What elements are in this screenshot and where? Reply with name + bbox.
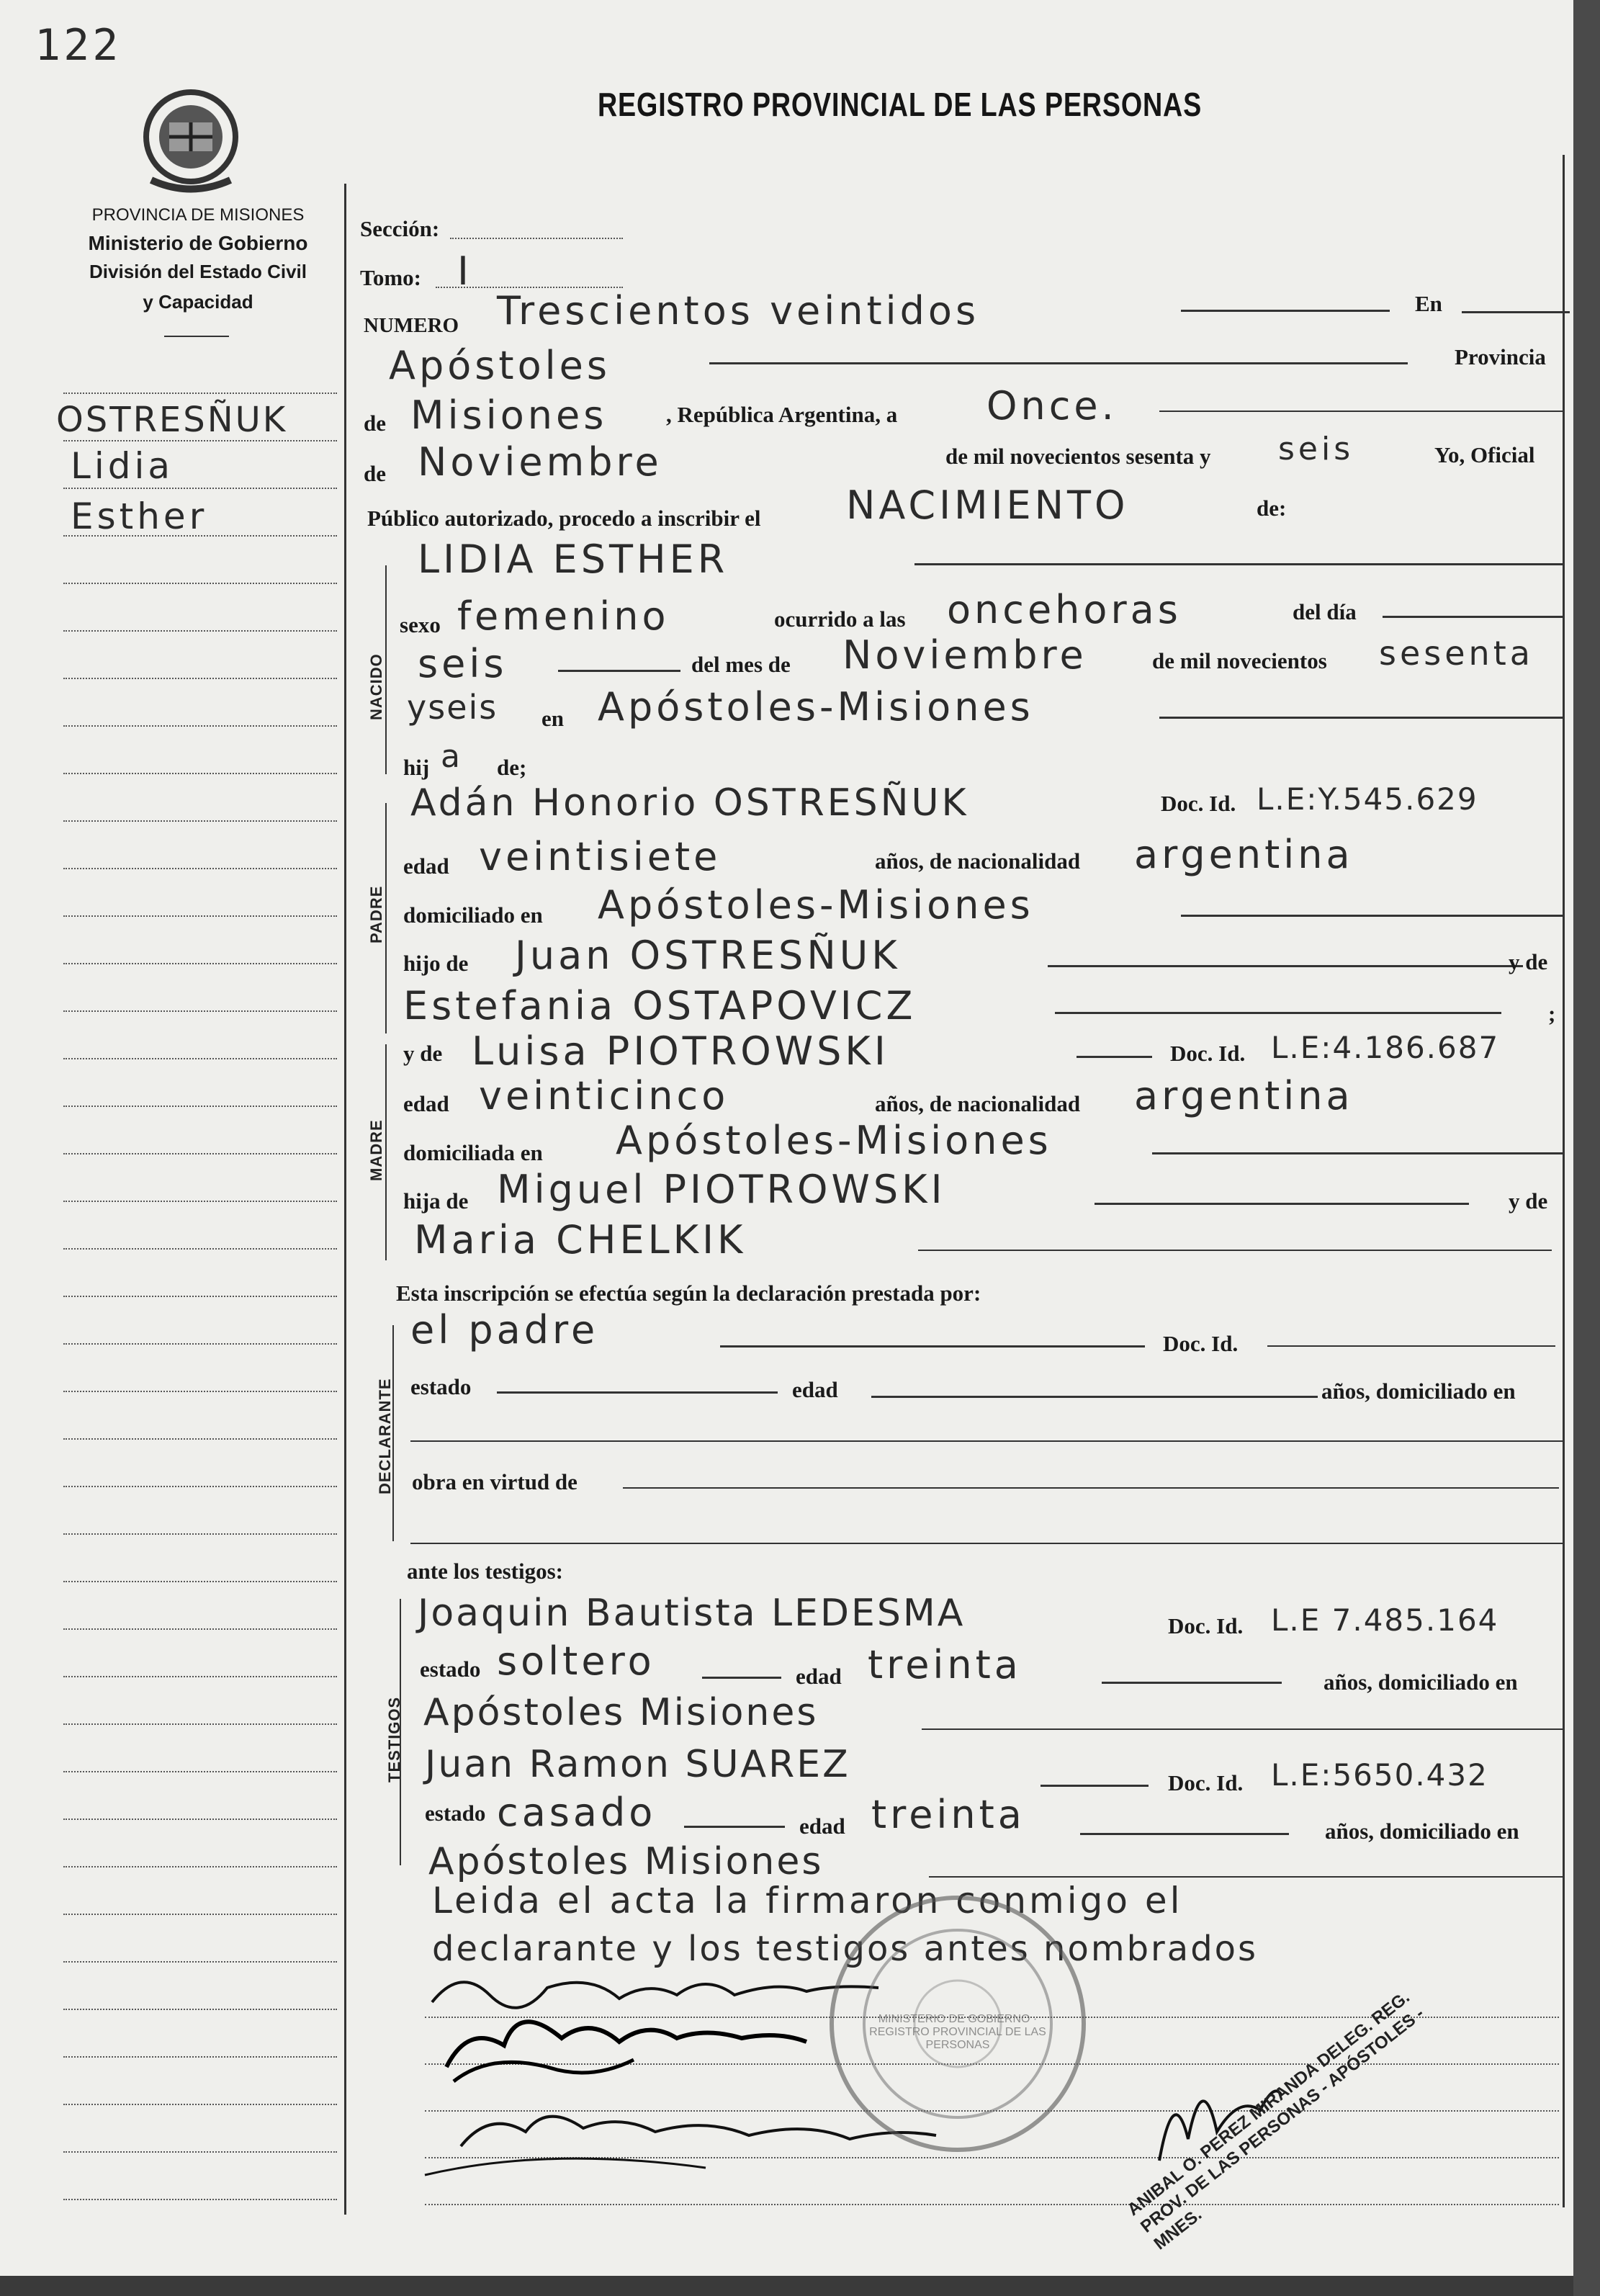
margin-ruled-line xyxy=(63,2151,337,2153)
margin-ruled-line xyxy=(63,963,337,964)
value-madre-hija-de: Miguel PIOTROWSKI xyxy=(497,1167,946,1212)
side-label-nacido: NACIDO xyxy=(367,653,385,720)
value-mes: Noviembre xyxy=(418,439,662,485)
declarante-doc-line xyxy=(1267,1345,1555,1347)
margin-ruled-line xyxy=(63,868,337,869)
value-padre-nombre: Adán Honorio OSTRESÑUK xyxy=(410,781,969,825)
value-testigo2-dom: Apóstoles Misiones xyxy=(428,1840,824,1883)
margin-ruled-line xyxy=(63,1201,337,1202)
header-rule xyxy=(164,336,229,337)
round-stamp-text: MINISTERIO DE GOBIERNO · REGISTRO PROVINCIAL DE LAS PERSONAS xyxy=(869,2013,1046,2051)
margin-ruled-line xyxy=(63,1819,337,1820)
declarante-line xyxy=(720,1345,1145,1347)
label-de-1: de xyxy=(364,411,386,436)
margin-ruled-line xyxy=(63,1058,337,1059)
label-del-mes: del mes de xyxy=(691,652,791,677)
label-numero: NUMERO xyxy=(364,314,459,337)
value-testigo1: Joaquin Bautista LEDESMA xyxy=(418,1592,966,1635)
label-yo-oficial: Yo, Oficial xyxy=(1434,442,1535,467)
margin-ruled-line xyxy=(63,820,337,822)
margin-ruled-line xyxy=(63,1248,337,1250)
label-doc-id-declarante: Doc. Id. xyxy=(1163,1331,1239,1356)
label-de-colon: de: xyxy=(1257,495,1287,521)
value-mes2: Noviembre xyxy=(842,632,1087,678)
margin-ruled-line xyxy=(63,630,337,632)
label-doc-id-padre: Doc. Id. xyxy=(1161,791,1236,816)
side-label-declarante: DECLARANTE xyxy=(376,1378,394,1494)
margin-ruled-line xyxy=(63,1533,337,1535)
margin-ruled-line xyxy=(63,1486,337,1487)
label-de-mil: de mil novecientos sesenta y xyxy=(945,444,1211,469)
seccion-dots xyxy=(450,238,623,239)
value-lugar: Apóstoles xyxy=(389,343,611,388)
margin-ruled-line xyxy=(63,2199,337,2200)
label-edad-padre: edad xyxy=(403,853,449,879)
margin-ruled-line xyxy=(63,1010,337,1012)
lugar-nac-line xyxy=(1159,717,1563,719)
label-anos-nac-padre: años, de nacionalidad xyxy=(875,848,1081,874)
margin-ruled-line xyxy=(63,1391,337,1392)
margin-ruled-line xyxy=(63,2056,337,2058)
label-domiciliada: domiciliada en xyxy=(403,1140,543,1165)
margin-ruled-line xyxy=(63,915,337,917)
nombre-line xyxy=(914,563,1563,565)
margin-ruled-line xyxy=(63,1296,337,1297)
dia3-line xyxy=(558,670,680,672)
value-testigo1-doc: L.E 7.485.164 xyxy=(1271,1602,1499,1638)
label-anos-nac-madre: años, de nacionalidad xyxy=(875,1091,1081,1116)
value-hij-suffix: a xyxy=(441,738,464,775)
label-hij: hij xyxy=(403,755,430,780)
value-anio2a: sesenta xyxy=(1379,634,1534,673)
margin-ruled-line xyxy=(63,1676,337,1677)
label-semicolon: ; xyxy=(1548,1001,1556,1026)
page-number: 122 xyxy=(35,20,122,71)
label-edad-declarante: edad xyxy=(792,1377,838,1402)
lugar-line xyxy=(709,362,1408,364)
value-dia-a: Once. xyxy=(986,383,1118,429)
label-edad-t2: edad xyxy=(799,1813,845,1839)
value-madre-nombre: Luisa PIOTROWSKI xyxy=(472,1028,889,1074)
margin-ruled-line xyxy=(63,488,337,489)
t1-edad-line xyxy=(1102,1682,1282,1684)
margin-ruled-line xyxy=(63,1106,337,1107)
label-anos-dom-t1: años, domiciliado en xyxy=(1323,1669,1518,1695)
margin-ruled-line xyxy=(63,725,337,727)
declarante-dom-line xyxy=(410,1440,1563,1442)
margin-ruled-line xyxy=(63,2104,337,2105)
obra-line-2 xyxy=(410,1543,1563,1544)
value-horas: oncehoras xyxy=(947,587,1182,632)
header-province: PROVINCIA DE MISIONES xyxy=(91,205,305,225)
value-dia: seis xyxy=(418,641,508,686)
value-madre-madre: Maria CHELKIK xyxy=(414,1217,747,1263)
t1-dom-line xyxy=(922,1728,1563,1730)
margin-ruled-line xyxy=(63,678,337,679)
madre-madre-line xyxy=(918,1250,1552,1251)
margin-name-1: Lidia xyxy=(71,445,174,487)
t2-dom-line xyxy=(929,1876,1563,1878)
value-provincia: Misiones xyxy=(410,393,608,438)
padre-dom-line xyxy=(1181,915,1563,917)
label-edad-t1: edad xyxy=(796,1664,842,1689)
label-de-2: de xyxy=(364,461,386,486)
label-sexo: sexo xyxy=(400,612,441,637)
margin-ruled-line xyxy=(63,1343,337,1345)
value-madre-doc: L.E:4.186.687 xyxy=(1271,1030,1500,1065)
value-anio2b: yseis xyxy=(407,688,498,727)
value-lugar-nac: Apóstoles-Misiones xyxy=(598,684,1034,730)
margin-ruled-line xyxy=(63,440,337,441)
value-acto: NACIMIENTO xyxy=(846,483,1129,528)
hija-de-line xyxy=(1095,1203,1469,1205)
label-estado-declarante: estado xyxy=(410,1374,472,1399)
value-padre-doc: L.E:Y.545.629 xyxy=(1257,781,1478,817)
value-padre-edad: veintisiete xyxy=(479,834,722,879)
margin-ruled-line xyxy=(63,1866,337,1867)
value-anio: seis xyxy=(1278,431,1354,467)
margin-name-2: Esther xyxy=(71,495,208,537)
right-rule xyxy=(1563,155,1565,2207)
label-seccion: Sección: xyxy=(360,216,440,241)
value-declarante: el padre xyxy=(410,1307,599,1353)
value-testigo2-doc: L.E:5650.432 xyxy=(1271,1757,1488,1793)
province-seal xyxy=(137,83,245,198)
label-de-mil-2: de mil novecientos xyxy=(1152,648,1327,673)
value-testigo2-edad: treinta xyxy=(871,1792,1025,1837)
label-provincia: Provincia xyxy=(1455,344,1546,369)
label-edad-madre: edad xyxy=(403,1091,449,1116)
value-madre-edad: veinticinco xyxy=(479,1073,729,1118)
margin-ruled-line xyxy=(63,1438,337,1440)
label-tomo: Tomo: xyxy=(360,265,421,290)
hijo-de-line xyxy=(1048,965,1523,967)
label-estado-t1: estado xyxy=(420,1656,481,1682)
lower-ruled-line xyxy=(425,2204,1559,2205)
label-republica: , República Argentina, a xyxy=(666,402,898,427)
label-en: En xyxy=(1415,291,1442,316)
edad-line xyxy=(871,1396,1318,1398)
margin-ruled-line xyxy=(63,1153,337,1154)
label-publico: Público autorizado, procedo a inscribir el xyxy=(367,506,761,531)
header-ministry: Ministerio de Gobierno xyxy=(88,232,308,254)
label-y-de-madre-2: y de xyxy=(1509,1188,1548,1214)
page-title: REGISTRO PROVINCIAL DE LAS PERSONAS xyxy=(598,86,1203,123)
label-obra: obra en virtud de xyxy=(412,1469,577,1494)
label-y-de-madre: y de xyxy=(403,1041,443,1066)
header-capacity: y Capacidad xyxy=(143,291,253,313)
label-ante: ante los testigos: xyxy=(407,1559,563,1584)
value-padre-nac: argentina xyxy=(1134,832,1354,877)
margin-ruled-line xyxy=(63,773,337,774)
margin-ruled-line xyxy=(63,2009,337,2010)
dia2-line xyxy=(1383,616,1563,618)
value-sexo: femenino xyxy=(457,593,670,639)
note-line-1: Leida el acta la firmaron conmigo el xyxy=(432,1880,1183,1921)
label-domiciliado-padre: domiciliado en xyxy=(403,902,543,928)
value-testigo1-dom: Apóstoles Misiones xyxy=(423,1691,819,1734)
label-ocurrido: ocurrido a las xyxy=(774,606,906,632)
margin-ruled-line xyxy=(63,1723,337,1725)
label-doc-id-t2: Doc. Id. xyxy=(1168,1770,1244,1795)
madre-nombre-line xyxy=(1077,1056,1152,1058)
label-hijo-de: hijo de xyxy=(403,951,469,976)
scan-edge-bottom xyxy=(0,2276,1600,2296)
value-madre-nac: argentina xyxy=(1134,1073,1354,1118)
official-stamp: ANIBAL O. PEREZ MIRANDA DELEG. REG. PROV. DE LAS PERSONAS - APÓSTOLES - MNES. xyxy=(1123,1987,1428,2254)
margin-ruled-line xyxy=(63,1771,337,1772)
side-label-madre: MADRE xyxy=(367,1119,385,1181)
t2-line xyxy=(1041,1785,1149,1787)
value-tomo: I xyxy=(457,248,472,294)
margin-ruled-line xyxy=(63,1581,337,1582)
label-y-de-padre: y de xyxy=(1509,949,1548,974)
margin-ruled-line xyxy=(63,1628,337,1630)
scan-edge-right xyxy=(1573,0,1600,2296)
note-line-2: declarante y los testigos antes nombrados xyxy=(432,1929,1259,1969)
value-madre-dom: Apóstoles-Misiones xyxy=(616,1118,1052,1163)
margin-ruled-line xyxy=(63,583,337,584)
value-testigo2: Juan Ramon SUAREZ xyxy=(425,1743,850,1786)
value-padre-madre: Estefania OSTAPOVICZ xyxy=(403,983,917,1028)
numero-line xyxy=(1181,310,1390,312)
label-hija-de: hija de xyxy=(403,1188,469,1214)
value-nombre: LIDIA ESTHER xyxy=(418,537,729,582)
side-label-testigos: TESTIGOS xyxy=(385,1696,403,1782)
value-testigo1-estado: soltero xyxy=(497,1638,655,1684)
value-padre-dom: Apóstoles-Misiones xyxy=(598,882,1034,928)
value-numero: Trescientos veintidos xyxy=(497,288,980,333)
padre-madre-line xyxy=(1055,1012,1501,1014)
t2-estado-line xyxy=(684,1826,785,1828)
margin-ruled-line xyxy=(63,1961,337,1963)
label-estado-t2: estado xyxy=(425,1801,486,1826)
dia-line xyxy=(1159,411,1563,412)
obra-line xyxy=(623,1487,1559,1489)
round-stamp xyxy=(821,1887,1095,2161)
en-line xyxy=(1462,311,1570,313)
t1-estado-line xyxy=(702,1677,781,1679)
margin-surname: OSTRESÑUK xyxy=(56,400,288,440)
margin-rule xyxy=(344,184,346,2215)
side-label-padre: PADRE xyxy=(367,885,385,943)
label-en-2: en xyxy=(541,706,564,731)
label-anos-dom-t2: años, domiciliado en xyxy=(1325,1819,1519,1844)
label-doc-id-madre: Doc. Id. xyxy=(1170,1041,1246,1066)
value-testigo1-edad: treinta xyxy=(868,1642,1022,1687)
value-padre-hijo-de: Juan OSTRESÑUK xyxy=(515,933,901,978)
margin-ruled-line xyxy=(63,393,337,394)
header-division: División del Estado Civil xyxy=(89,261,307,282)
label-anos-dom-declarante: años, domiciliado en xyxy=(1321,1378,1516,1404)
label-del-dia: del día xyxy=(1293,599,1357,624)
estado-line xyxy=(497,1391,778,1394)
value-testigo2-estado: casado xyxy=(497,1790,657,1835)
margin-ruled-line xyxy=(63,1914,337,1915)
t2-edad-line xyxy=(1080,1833,1289,1835)
label-inscripcion: Esta inscripción se efectúa según la declaración prestada por: xyxy=(396,1281,981,1306)
madre-dom-line xyxy=(1152,1152,1563,1154)
label-de-semi: de; xyxy=(497,755,527,780)
label-doc-id-t1: Doc. Id. xyxy=(1168,1613,1244,1638)
